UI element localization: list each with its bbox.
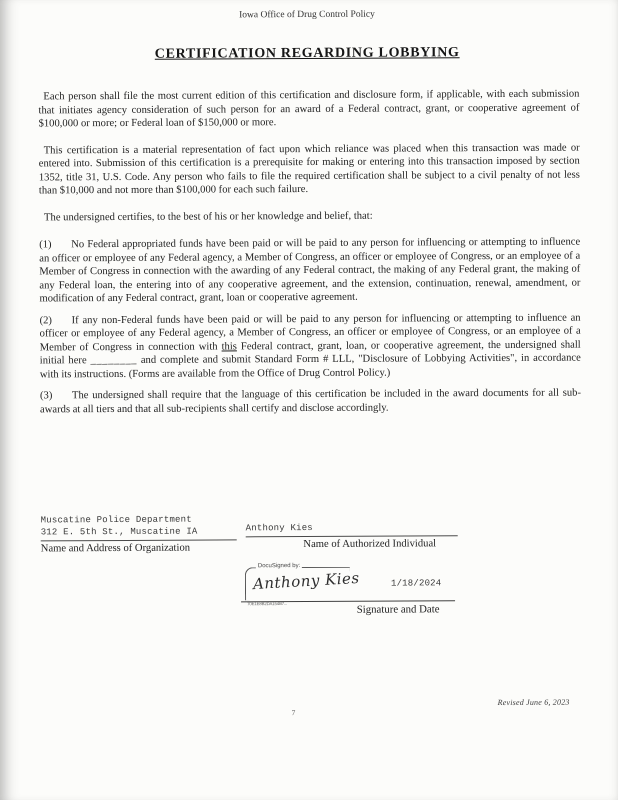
docusign-id-code: 70E1E8B2DA154B7... bbox=[247, 602, 288, 607]
docusign-label: DocuSigned by: bbox=[257, 563, 301, 570]
item-1-number: (1) bbox=[39, 239, 52, 251]
page-number: 7 bbox=[291, 708, 296, 718]
docusign-stamp bbox=[245, 564, 385, 601]
signature-script: Anthony Kies bbox=[252, 568, 361, 594]
item-2-underlined-word: this bbox=[221, 340, 237, 352]
item-2-text-before: If any non-Federal funds have been paid or will be paid to any person for influencing or attempting to influence an officer or employee of any Federal agency, a Member of Congress, an officer or employee of Congress, or an employee of a Member of Congress in connection with bbox=[39, 312, 581, 353]
authorized-individual-value: Anthony Kies bbox=[246, 522, 458, 537]
signature-field-label: Signature and Date bbox=[356, 603, 440, 616]
organization-field-label: Name and Address of Organization bbox=[40, 542, 191, 555]
organization-name-value: Muscatine Police Department bbox=[40, 514, 192, 526]
organization-address-value: 312 E. 5th St., Muscatine IA bbox=[40, 526, 198, 537]
item-2-text-middle: Federal contract, grant, loan, or cooperative agreement, the undersigned shall initial here bbox=[39, 339, 581, 367]
signature-and-date-row bbox=[241, 563, 471, 624]
intro-paragraph-1: Each person shall file the most current edition of this certification and disclosure form, if applicable, with each submission that initiates agency consideration of such person for an award of a Federal contract, grant, or cooperative agreement of $100,000 or more; or Federal loan of $150,000 or more. bbox=[38, 88, 580, 130]
certification-item-2 bbox=[40, 311, 581, 381]
authorized-individual-column bbox=[246, 513, 458, 550]
item-3-number: (3) bbox=[39, 390, 53, 402]
item-2-text-after: and complete and submit Standard Form # LLL, "Disclosure of Lobbying Activities", in accordance with its instructions. (Forms are available from the Office of Drug Control Policy.) bbox=[39, 352, 581, 380]
certification-lead: The undersigned certifies, to the best of his or her knowledge and belief, that: bbox=[44, 210, 373, 223]
document-title: CERTIFICATION REGARDING LOBBYING bbox=[154, 45, 460, 62]
item-1-text: No Federal appropriated funds have been paid or will be paid to any person for influencing or attempting to influence an officer or employee of any Federal agency, a Member of Congress, an officer or employee of Congress, or an employee of a Member of Congress in connection with the awarding of any Federal contract, the making of any Federal grant, the making of any Federal loan, the entering into of any cooperative agreement, and the extension, continuation, renewal, amendment, or modification of any Federal contract, grant, loan or cooperative agreement. bbox=[39, 236, 581, 305]
signature-date-value: 1/18/2024 bbox=[390, 578, 442, 589]
signature-form-area bbox=[41, 513, 582, 646]
item-3-text: The undersigned shall require that the language of this certification be included in the award documents for all sub-awards at all tiers and that all sub-recipients shall certify and disclose accordingly. bbox=[40, 387, 581, 415]
organization-column bbox=[41, 514, 241, 554]
intro-paragraph-2: This certification is a material representation of fact upon which reliance was placed when this transaction was made or entered into. Submission of this certification is a prerequisite for making or entering into this transaction imposed by section 1352, title 31, U.S. Code. Any person who fails to file the required certification shall be subject to a civil penalty of not less than $10,000 and not more than $100,000 for each such failure. bbox=[38, 142, 580, 197]
authorized-individual-field-label: Name of Authorized Individual bbox=[303, 538, 437, 551]
initial-here-blank: ________ bbox=[90, 354, 137, 367]
organization-typed-entry bbox=[41, 514, 237, 541]
certification-item-3 bbox=[40, 387, 581, 417]
certification-item-1 bbox=[39, 236, 580, 306]
item-2-number: (2) bbox=[39, 314, 52, 326]
agency-header: Iowa Office of Drug Control Policy bbox=[239, 9, 375, 21]
revision-note: Revised June 6, 2023 bbox=[497, 697, 570, 708]
document-body bbox=[38, 88, 581, 417]
